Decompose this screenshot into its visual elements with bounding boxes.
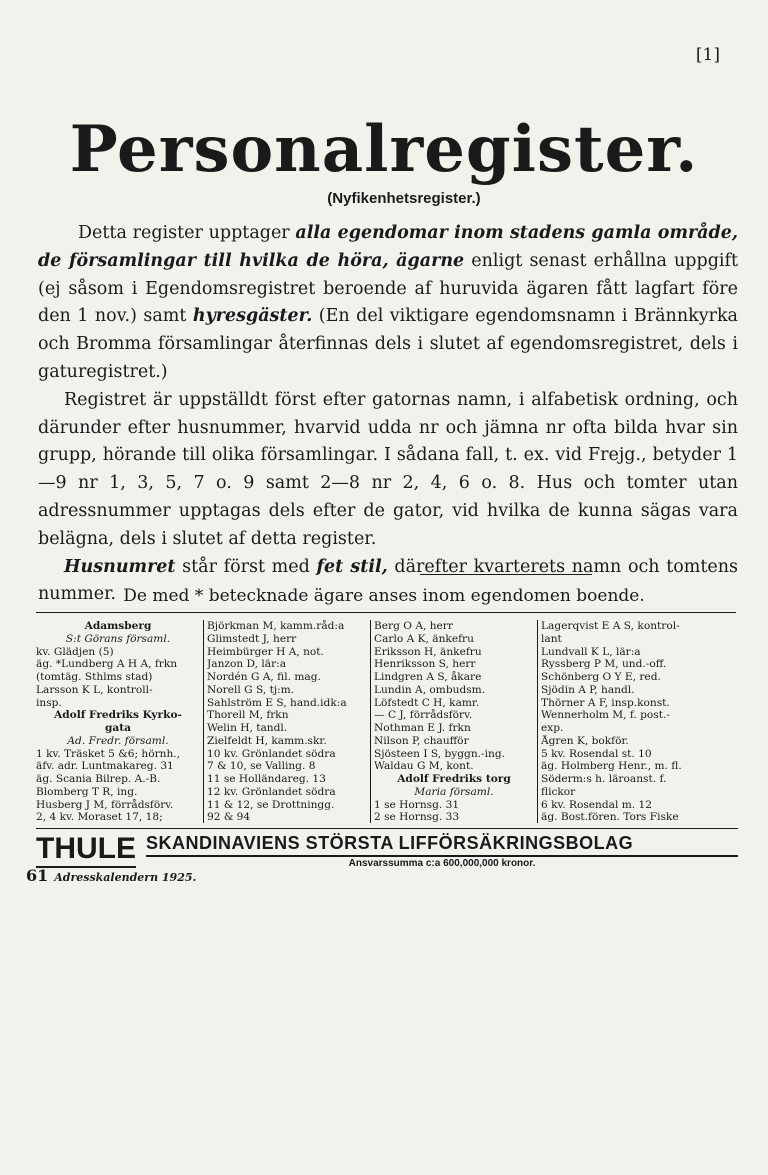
- register-entry: Nordén G A, fil. mag.: [207, 671, 321, 683]
- register-entry: Sahlström E S, hand.idk:a: [207, 696, 347, 709]
- register-entry: Sjödin A P, handl.: [541, 683, 635, 696]
- register-entry: 5 kv. Rosendal st. 10: [541, 747, 652, 760]
- register-entry: 11 se Holländareg. 13: [207, 773, 326, 785]
- register-entry: 2, 4 kv. Moraset 17, 18;: [36, 811, 163, 823]
- register-entry: Lundvall K L, lär:a: [541, 645, 641, 658]
- street-heading: Adolf Fredriks torg: [397, 773, 511, 785]
- register-column: [370, 620, 537, 823]
- register-entry: Söderm:s h. läroanst. f.: [541, 773, 667, 785]
- register-entry: Björkman M, kamm.råd:a: [207, 620, 345, 632]
- register-entry: 12 kv. Grönlandet södra: [207, 785, 336, 798]
- owner-notice: De med * betecknade ägare anses inom egendomen boende.: [123, 586, 645, 606]
- register-entry: 1 kv. Träsket 5 &6; hörnh.,: [36, 747, 181, 760]
- register-entry: Henriksson S, herr: [374, 658, 476, 671]
- register-entry: exp.: [541, 722, 564, 734]
- register-entry: 11 & 12, se Drottningg.: [207, 798, 335, 811]
- ad-brand: THULE: [36, 832, 136, 868]
- ad-capital: Ansvarssumma c:a 600,000,000 kronor.: [146, 855, 738, 869]
- register-column: [36, 620, 203, 823]
- register-entry: äg. Bost.fören. Tors Fiske: [541, 811, 679, 823]
- advertisement: [36, 832, 738, 869]
- register-entry: Welin H, tandl.: [207, 722, 288, 734]
- register-entry: Blomberg T R, ing.: [36, 785, 138, 798]
- register-entry: flickor: [541, 785, 576, 798]
- register-entry: Lundin A, ombudsm.: [374, 683, 486, 696]
- register-entry: 92 & 94: [207, 811, 251, 823]
- register-entry: Schönberg O Y E, red.: [541, 671, 661, 683]
- page-subtitle: (Nyfikenhetsregister.): [327, 190, 481, 207]
- register-entry: Ågren K, bokför.: [541, 734, 629, 747]
- page-title: Personalregister.: [69, 112, 699, 187]
- register-entry: Nilson P, chaufför: [374, 734, 469, 747]
- register-entry: Thörner A F, insp.konst.: [541, 696, 670, 709]
- street-heading: Adolf Fredriks Kyrko-: [54, 709, 182, 722]
- register-entry: kv. Glädjen (5): [36, 645, 114, 658]
- register-entry: 6 kv. Rosendal m. 12: [541, 798, 652, 811]
- register-entry: Janzon D, lär:a: [207, 658, 287, 671]
- register-entry: Ryssberg P M, und.-off.: [541, 658, 667, 671]
- register-entry: Berg O A, herr: [374, 620, 453, 632]
- intro-text: [38, 220, 738, 609]
- register-columns: [36, 620, 738, 823]
- register-entry: Lagerqvist E A S, kontrol-: [541, 620, 680, 632]
- street-heading: gata: [104, 722, 132, 734]
- register-entry: 1 se Hornsg. 31: [374, 798, 460, 811]
- parish-label: S:t Görans församl.: [65, 632, 171, 645]
- register-column: [203, 620, 370, 823]
- intro-p3-b: står först med: [175, 556, 317, 577]
- intro-p3-d: därefter kvarterets namn och tomtens nummer.: [38, 556, 739, 605]
- parish-label: Ad. Fredr. församl.: [67, 734, 169, 747]
- parish-label: Maria församl.: [414, 785, 494, 798]
- intro-p1-a: Detta register upptager: [78, 223, 296, 243]
- register-entry: äg. Scania Bilrep. A.-B.: [36, 773, 161, 785]
- register-entry: Thorell M, frkn: [207, 709, 289, 722]
- intro-p1-e: (En del viktigare egendomsnamn i Brännkyrka och Bromma församlingar återfinnas dels i slutet af egendomsregistret, dels i gaturegistret.): [38, 306, 738, 382]
- intro-p3-bold-type: fet stil,: [316, 556, 388, 577]
- register-entry: Husberg J M, förrådsförv.: [36, 798, 174, 811]
- register-entry: Larsson K L, kontroll-: [36, 683, 153, 696]
- divider-short: [420, 574, 592, 575]
- register-entry: Lindgren A S, åkare: [374, 671, 482, 683]
- register-entry: lant: [541, 632, 562, 645]
- intro-paragraph-1: [38, 220, 738, 387]
- page-number: 61: [26, 866, 49, 885]
- ad-text: [146, 832, 738, 869]
- register-entry: 10 kv. Grönlandet södra: [207, 747, 336, 760]
- ad-slogan: SKANDINAVIENS STÖRSTA LIFFÖRSÄKRINGSBOLAG: [146, 833, 634, 853]
- intro-p3-house-number: Husnumret: [64, 556, 176, 577]
- register-entry: Glimstedt J, herr: [207, 632, 297, 645]
- intro-p1-tenants: hyresgäster.: [192, 306, 313, 327]
- columns-bottom-rule: [36, 828, 738, 829]
- register-entry: 7 & 10, se Valling. 8: [207, 760, 316, 773]
- register-entry: äg. Holmberg Henr., m. fl.: [541, 760, 682, 773]
- register-entry: äfv. adr. Luntmakareg. 31: [36, 760, 174, 773]
- publication-name: Adresskalendern 1925.: [54, 871, 197, 884]
- register-entry: Löfstedt C H, kamr.: [374, 696, 480, 709]
- register-entry: — C J, förrådsförv.: [374, 709, 473, 722]
- register-entry: (tomtäg. Sthlms stad): [36, 671, 153, 683]
- register-entry: äg. *Lundberg A H A, frkn: [36, 658, 178, 671]
- register-entry: Nothman E J. frkn: [374, 722, 471, 734]
- register-entry: insp.: [36, 696, 62, 709]
- register-entry: Carlo A K, änkefru: [374, 632, 474, 645]
- intro-paragraph-2: Registret är uppställdt först efter gatornas namn, i alfabetisk ordning, och därunder efter husnummer, hvarvid udda nr och jämna nr ofta bilda hvar sin grupp, hörande till olika församlingar. I sådana fall, t. ex. vid Frejg., betyder 1—9 nr 1, 3, 5, 7 o. 9 samt 2—8 nr 2, 4, 6 o. 8. Hus och tomter utan adressnummer upptagas dels efter de gator, vid hvilka de kunna sägas vara belägna, dels i slutet af detta register.: [38, 389, 738, 549]
- intro-p1-emphasis: alla egendomar inom stadens gamla område, de församlingar till hvilka de höra, ägarne: [38, 223, 738, 271]
- divider-long: [36, 612, 736, 613]
- register-entry: Norell G S, tj:m.: [207, 683, 295, 696]
- register-entry: Waldau G M, kont.: [374, 760, 474, 773]
- register-column: [537, 620, 737, 823]
- street-heading: Adamsberg: [84, 620, 152, 632]
- page-footer: [26, 866, 196, 885]
- intro-p1-c: enligt senast erhållna uppgift (ej såsom i Egendomsregistret beroende af huruvida ägaren fått lagfart före den 1 nov.) samt: [38, 250, 739, 327]
- page-mark: [1]: [695, 45, 720, 65]
- register-entry: 2 se Hornsg. 33: [374, 811, 460, 823]
- register-entry: Eriksson H, änkefru: [374, 645, 482, 658]
- register-entry: Heimbürger H A, not.: [207, 645, 324, 658]
- register-entry: Zielfeldt H, kamm.skr.: [207, 734, 327, 747]
- register-entry: Sjösteen I S, byggn.-ing.: [374, 747, 505, 760]
- register-entry: Wennerholm M, f. post.-: [541, 709, 670, 722]
